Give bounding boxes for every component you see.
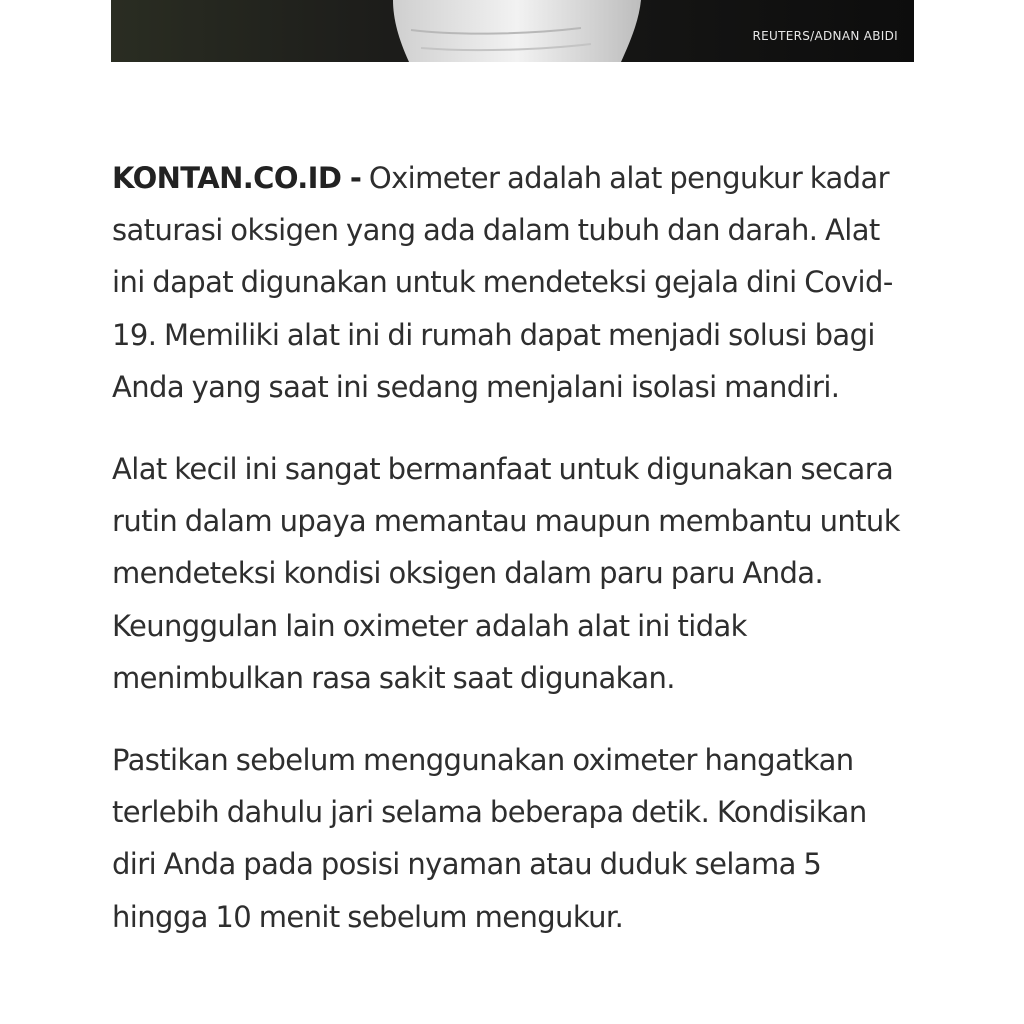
- paragraph-1-text: Oximeter adalah alat pengukur kadar saturasi oksigen yang ada dalam tubuh dan darah. Alat ini dapat digunakan untuk mendeteksi gejala dini Covid-19. Memiliki alat ini di rumah dapat menjadi solusi bagi Anda yang saat ini sedang menjalani isolasi mandiri.: [112, 161, 893, 404]
- photo-credit: REUTERS/ADNAN ABIDI: [752, 29, 898, 43]
- article-paragraph-1: [112, 152, 912, 413]
- article-paragraph-2: Alat kecil ini sangat bermanfaat untuk digunakan secara rutin dalam upaya memantau maupun membantu untuk mendeteksi kondisi oksigen dalam paru paru Anda. Keunggulan lain oximeter adalah alat ini tidak menimbulkan rasa sakit saat digunakan.: [112, 452, 900, 695]
- article-body: [112, 152, 912, 973]
- article-hero-image: [111, 0, 914, 62]
- source-label: KONTAN.CO.ID -: [112, 161, 362, 195]
- article-paragraph-3: Pastikan sebelum menggunakan oximeter hangatkan terlebih dahulu jari selama beberapa detik. Kondisikan diri Anda pada posisi nyaman atau duduk selama 5 hingga 10 menit sebelum mengukur.: [112, 743, 867, 934]
